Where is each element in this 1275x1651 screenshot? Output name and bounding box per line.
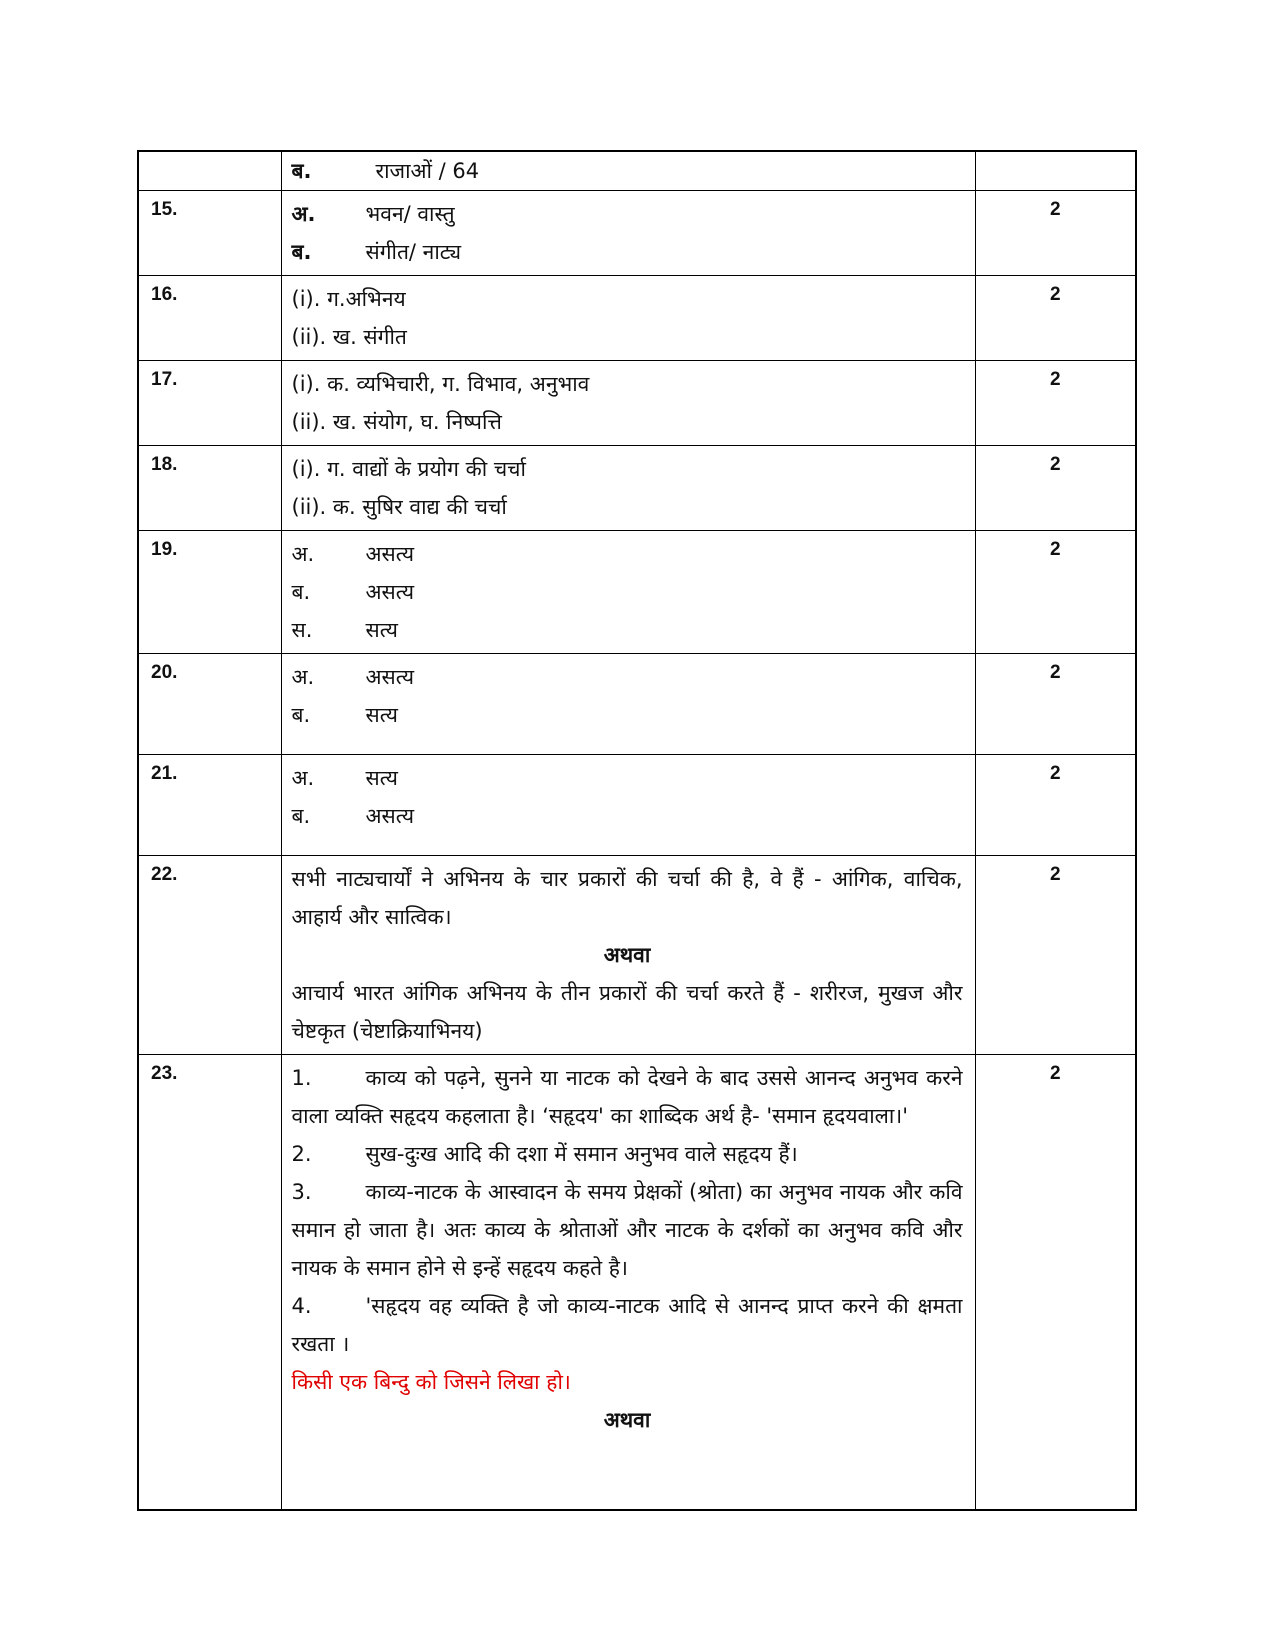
option-text: असत्य bbox=[365, 665, 415, 689]
answer-paragraph: सभी नाट्यचार्यों ने अभिनय के चार प्रकारों की चर्चा की है, वे हैं - आंगिक, वाचिक, आहार्य और सात्विक। bbox=[291, 867, 963, 929]
or-heading: अथवा bbox=[603, 943, 651, 967]
marks-value: 2 bbox=[975, 755, 1136, 856]
question-number-cell bbox=[138, 151, 281, 191]
option-key: ब. bbox=[291, 580, 311, 604]
answer-line: (ii). क. सुषिर वाद्य की चर्चा bbox=[291, 495, 507, 519]
answer-line bbox=[292, 233, 963, 271]
or-heading: अथवा bbox=[603, 1408, 651, 1432]
answer-cell bbox=[281, 446, 975, 531]
option-text: सत्य bbox=[365, 703, 398, 727]
table-row bbox=[138, 531, 1136, 654]
question-number: 17. bbox=[138, 361, 281, 446]
point-number: 3. bbox=[291, 1180, 312, 1204]
answer-line bbox=[292, 611, 963, 649]
table-row bbox=[138, 856, 1136, 1055]
answer-point bbox=[292, 1287, 963, 1363]
option-key: अ. bbox=[291, 665, 315, 689]
marks-value: 2 bbox=[975, 531, 1136, 654]
marks-value: 2 bbox=[975, 654, 1136, 755]
answer-line bbox=[292, 797, 963, 835]
answer-cell bbox=[281, 276, 975, 361]
marks-value: 2 bbox=[975, 191, 1136, 276]
option-text: सत्य bbox=[365, 766, 398, 790]
marks-value: 2 bbox=[975, 276, 1136, 361]
answer-paragraph: आचार्य भारत आंगिक अभिनय के तीन प्रकारों की चर्चा करते हैं - शरीरज, मुखज और चेष्टकृत (चेष्टाक्रियाभिनय) bbox=[291, 981, 963, 1043]
option-text: असत्य bbox=[365, 542, 415, 566]
answer-line: (i). ग.अभिनय bbox=[291, 287, 406, 311]
question-number: 16. bbox=[138, 276, 281, 361]
question-number: 22. bbox=[138, 856, 281, 1055]
answer-cell bbox=[281, 654, 975, 755]
table-row bbox=[138, 191, 1136, 276]
option-text: सत्य bbox=[365, 618, 398, 642]
point-number: 1. bbox=[291, 1066, 312, 1090]
marking-note: किसी एक बिन्दु को जिसने लिखा हो। bbox=[291, 1370, 571, 1394]
point-number: 2. bbox=[291, 1142, 312, 1166]
answer-line: (i). क. व्यभिचारी, ग. विभाव, अनुभाव bbox=[291, 372, 590, 396]
question-number: 19. bbox=[138, 531, 281, 654]
option-text: असत्य bbox=[365, 804, 415, 828]
table-row bbox=[138, 654, 1136, 755]
question-number: 23. bbox=[138, 1055, 281, 1510]
table-row bbox=[138, 446, 1136, 531]
question-number: 20. bbox=[138, 654, 281, 755]
answer-cell bbox=[281, 151, 975, 191]
answer-point bbox=[292, 1135, 963, 1173]
option-text: राजाओं / 64 bbox=[375, 159, 480, 183]
answer-line bbox=[292, 535, 963, 573]
answer-cell bbox=[281, 755, 975, 856]
marks-value: 2 bbox=[975, 856, 1136, 1055]
answer-line: (ii). ख. संगीत bbox=[291, 325, 407, 349]
answer-point bbox=[292, 1173, 963, 1287]
answer-line bbox=[292, 696, 963, 734]
marks-value: 2 bbox=[975, 446, 1136, 531]
table-row bbox=[138, 151, 1136, 191]
question-number: 15. bbox=[138, 191, 281, 276]
table-row bbox=[138, 361, 1136, 446]
answer-cell bbox=[281, 1055, 975, 1510]
question-number: 21. bbox=[138, 755, 281, 856]
table-row bbox=[138, 276, 1136, 361]
answer-cell bbox=[281, 361, 975, 446]
answer-line bbox=[292, 573, 963, 611]
option-key: अ. bbox=[291, 542, 315, 566]
option-text: भवन/ वास्तु bbox=[365, 202, 455, 226]
option-key: ब. bbox=[291, 804, 311, 828]
option-key: स. bbox=[291, 618, 313, 642]
answer-line bbox=[292, 658, 963, 696]
option-text: असत्य bbox=[365, 580, 415, 604]
answer-cell bbox=[281, 531, 975, 654]
answer-point bbox=[292, 1059, 963, 1135]
marks-value: 2 bbox=[975, 1055, 1136, 1510]
answer-line: (ii). ख. संयोग, घ. निष्पत्ति bbox=[291, 410, 502, 434]
table-row bbox=[138, 755, 1136, 856]
option-key: ब. bbox=[291, 159, 312, 183]
option-text: संगीत/ नाट्य bbox=[365, 240, 462, 264]
answer-table bbox=[137, 150, 1137, 1511]
answer-cell bbox=[281, 856, 975, 1055]
answer-line: (i). ग. वाद्यों के प्रयोग की चर्चा bbox=[291, 457, 526, 481]
point-text: सुख-दुःख आदि की दशा में समान अनुभव वाले सहृदय हैं। bbox=[365, 1142, 798, 1166]
option-key: ब. bbox=[291, 240, 312, 264]
point-text: 'सहृदय वह व्यक्ति है जो काव्य-नाटक आदि से आनन्द प्राप्त करने की क्षमता रखता । bbox=[291, 1294, 963, 1356]
answer-key-sheet bbox=[137, 150, 1135, 1511]
question-number: 18. bbox=[138, 446, 281, 531]
option-key: अ. bbox=[291, 766, 315, 790]
point-number: 4. bbox=[291, 1294, 312, 1318]
marks-value: 2 bbox=[975, 361, 1136, 446]
answer-line bbox=[292, 152, 963, 190]
table-row bbox=[138, 1055, 1136, 1510]
point-text: काव्य-नाटक के आस्वादन के समय प्रेक्षकों (श्रोता) का अनुभव नायक और कवि समान हो जाता है। अतः काव्य के श्रोताओं और नाटक के दर्शकों का अनुभव कवि और नायक के समान होने से इन्हें सहृदय कहते है। bbox=[291, 1180, 963, 1280]
option-key: ब. bbox=[291, 703, 311, 727]
option-key: अ. bbox=[291, 202, 316, 226]
point-text: काव्य को पढ़ने, सुनने या नाटक को देखने के बाद उससे आनन्द अनुभव करने वाला व्यक्ति सहृदय कहलाता है। ‘सहृदय' का शाब्दिक अर्थ है- 'समान हृदयवाला।' bbox=[291, 1066, 963, 1128]
answer-line bbox=[292, 759, 963, 797]
marks-cell bbox=[975, 151, 1136, 191]
answer-cell bbox=[281, 191, 975, 276]
answer-line bbox=[292, 195, 963, 233]
